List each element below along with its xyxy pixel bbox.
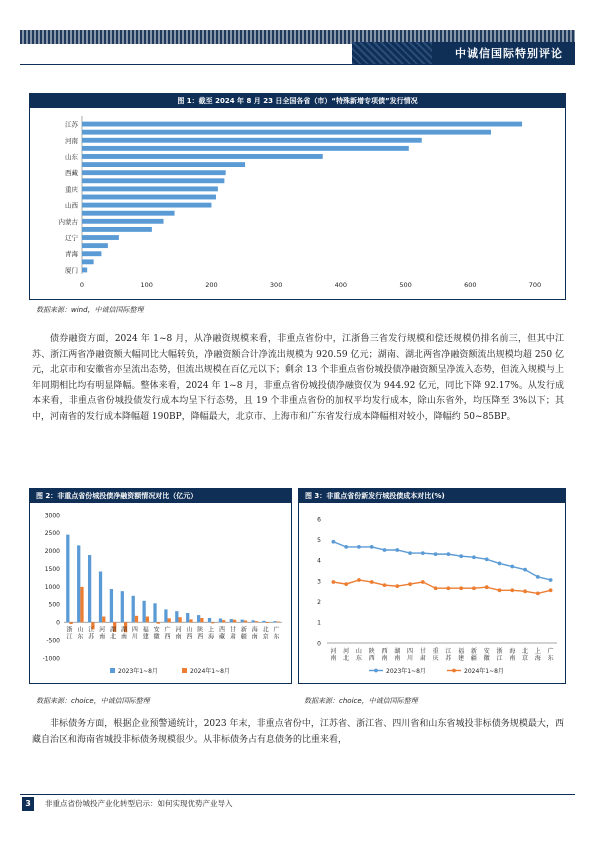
chart3-point-s0-3 (370, 545, 374, 549)
chart2-x-tick-label-top: 河 (175, 626, 182, 634)
chart3-point-s0-14 (510, 565, 514, 569)
chart3-point-s0-13 (498, 562, 502, 566)
chart2-x-tick-label-top: 湖 (110, 626, 117, 634)
chart2-bar-s1-0 (69, 622, 72, 624)
chart2-x-tick-label-top: 四 (131, 626, 138, 634)
chart2-y-tick-label: 1500 (44, 565, 60, 573)
chart3-y-tick-label: 0 (317, 640, 321, 648)
page-number: 3 (22, 797, 34, 811)
chart3-legend-label-0: 2023年1~8月 (386, 668, 426, 675)
chart2-x-tick-label-bottom: 苏 (88, 633, 95, 641)
chart3-x-tick-label-bottom: 海 (534, 655, 541, 662)
chart2-bar-s1-16 (244, 620, 247, 622)
figure1-source: 数据来源：wind，中诚信国际整理 (36, 306, 144, 314)
chart3-point-s1-3 (370, 580, 374, 584)
header-brand-tab (352, 42, 575, 64)
chart1-x-tick-label: 0 (79, 281, 85, 289)
chart3-x-tick-label-bottom: 东 (355, 655, 362, 662)
chart2-x-tick-label-top: 湖 (120, 626, 127, 634)
chart2-bar-s0-9 (164, 609, 167, 622)
chart2-x-tick-label-bottom: 京 (262, 633, 269, 641)
chart2-bar-s1-19 (277, 622, 280, 623)
chart2-x-tick-label-bottom: 建 (142, 633, 149, 641)
chart2-legend-label-0: 2023年1~8月 (118, 668, 158, 675)
chart3-point-s1-12 (485, 585, 489, 589)
chart2-bar-s0-19 (273, 621, 276, 622)
figure1-box (29, 93, 566, 300)
chart3-x-tick-label-bottom: 北 (343, 655, 350, 662)
chart2-bar-s0-15 (230, 619, 233, 622)
chart2-x-tick-label-top: 安 (153, 626, 160, 634)
chart1-x-tick-label: 500 (399, 281, 412, 289)
header-pattern (352, 42, 432, 64)
header-rule (20, 64, 575, 65)
chart2-bar-s0-14 (219, 618, 222, 622)
chart1-bar-9 (82, 195, 216, 200)
chart2-y-tick-label: 3000 (44, 512, 60, 520)
chart3-x-tick-label-bottom: 东 (547, 655, 554, 662)
chart3-x-tick-label-bottom: 肃 (419, 655, 426, 662)
chart2-x-tick-label-bottom: 南 (120, 633, 127, 641)
chart3-x-tick-label-bottom: 庆 (432, 655, 439, 662)
chart2-bar-s1-9 (168, 618, 171, 622)
chart3-x-tick-label-bottom: 南 (394, 655, 401, 662)
chart1-bar-18 (82, 268, 87, 273)
header-brand-title: 中诚信国际特别评论 (455, 47, 563, 60)
chart3-y-tick-label: 2 (317, 598, 321, 606)
chart3-point-s1-11 (472, 586, 476, 590)
chart1-bar-15 (82, 243, 108, 248)
chart3-x-tick-label-bottom: 南 (330, 655, 337, 662)
chart3-point-s1-7 (421, 580, 425, 584)
chart3-x-tick-label-top: 西 (381, 648, 388, 655)
chart1-bar-13 (82, 227, 152, 232)
chart2-bar-s1-7 (146, 617, 149, 623)
chart3-point-s0-16 (536, 575, 540, 579)
chart3-point-s0-9 (446, 552, 450, 556)
chart2-x-tick-label-bottom: 川 (131, 633, 138, 641)
chart2-bar-s0-4 (110, 589, 113, 622)
chart3-x-tick-label-top: 海 (509, 648, 516, 655)
footer-title: 非重点省份城投产业化转型启示：如何实现优势产业导入 (45, 799, 233, 808)
chart1-bar-4 (82, 154, 323, 159)
chart3-point-s0-8 (434, 552, 438, 556)
chart2-bar-s0-2 (88, 555, 91, 622)
chart2-x-tick-label-top: 西 (219, 626, 226, 634)
chart2-x-tick-label-bottom: 疆 (240, 633, 247, 641)
chart1-x-tick-label: 400 (334, 281, 348, 289)
chart2-legend-swatch-1 (182, 668, 187, 673)
chart3-point-s0-10 (459, 554, 463, 558)
chart3-x-tick-label-bottom: 江 (496, 655, 503, 662)
figure3-box (298, 488, 566, 684)
chart1-bar-7 (82, 178, 224, 183)
chart2-x-tick-label-top: 上 (208, 626, 215, 634)
chart3-legend-marker-0 (374, 669, 378, 673)
chart1-y-tick-label: 青海 (65, 250, 78, 259)
chart3-x-tick-label-top: 四 (407, 648, 414, 655)
figure1-chart (30, 108, 565, 298)
chart3-x-tick-label-top: 福 (458, 648, 465, 655)
chart3-x-tick-label-top: 浙 (496, 648, 503, 655)
chart2-bar-s0-12 (197, 615, 200, 622)
chart3-x-tick-label-bottom: 南 (509, 655, 516, 662)
chart1-y-tick-label: 厦门 (65, 266, 78, 275)
chart1-x-tick-label: 300 (269, 281, 283, 289)
chart1-bar-1 (82, 130, 491, 135)
chart2-x-tick-label-top: 福 (142, 626, 149, 634)
chart3-legend-label-1: 2024年1~8月 (464, 668, 504, 675)
chart2-bar-s1-8 (157, 622, 160, 623)
chart2-bar-s0-17 (251, 620, 254, 622)
chart2-bar-s0-10 (175, 611, 178, 622)
chart3-y-tick-label: 6 (317, 516, 321, 524)
chart2-bar-s0-7 (142, 601, 145, 622)
chart3-x-tick-label-top: 安 (483, 648, 490, 655)
chart3-point-s1-9 (446, 586, 450, 590)
chart3-point-s1-5 (395, 584, 399, 588)
figure1-title: 图 1：截至 2024 年 8 月 23 日全国各省（市）“特殊新增专项债”发行情况 (30, 94, 565, 108)
chart2-bar-s1-11 (189, 619, 192, 622)
chart2-x-tick-label-bottom: 海 (208, 633, 215, 641)
figure2-title: 图 2：非重点省份城投债净融资额情况对比（亿元） (30, 489, 291, 503)
chart2-legend-label-1: 2024年1~8月 (190, 668, 230, 675)
chart3-point-s1-2 (357, 578, 361, 582)
chart1-y-tick-label: 山西 (65, 201, 78, 210)
chart3-point-s0-6 (408, 551, 412, 555)
chart2-x-tick-label-top: 广 (273, 626, 280, 634)
chart2-x-tick-label-top: 浙 (66, 626, 73, 634)
chart3-point-s1-16 (536, 592, 540, 596)
chart3-point-s0-11 (472, 555, 476, 559)
figure3-source: 数据来源：choice，中诚信国际整理 (304, 697, 418, 705)
chart2-bar-s1-17 (255, 621, 258, 622)
chart2-bar-s0-16 (241, 620, 244, 623)
chart3-point-s1-1 (344, 582, 348, 586)
chart1-bar-11 (82, 211, 175, 216)
chart3-point-s0-15 (523, 568, 527, 572)
chart3-point-s0-1 (344, 545, 348, 549)
chart2-y-tick-label: 0 (56, 619, 60, 627)
chart3-x-tick-label-top: 北 (522, 648, 529, 655)
chart1-bar-6 (82, 170, 226, 175)
chart3-y-tick-label: 4 (317, 557, 321, 565)
chart3-legend-marker-1 (452, 669, 456, 673)
chart3-x-tick-label-top: 江 (445, 648, 452, 655)
paragraph-non-standard-debt: 非标债务方面，根据企业预警通统计，2023 年末，非重点省份中，江苏省、浙江省、四川省和山东省城投非标债务规模最大，西藏自治区和海南省城投非标债务规模很少。从非标债务占有息债务的比重来看， (32, 719, 564, 745)
chart3-x-tick-label-bottom: 西 (368, 655, 375, 662)
chart3-point-s1-13 (498, 588, 502, 592)
chart1-y-tick-label: 内蒙古 (58, 217, 78, 226)
chart2-bar-s1-1 (80, 587, 83, 622)
chart2-x-tick-label-top: 陕 (197, 626, 204, 634)
chart2-y-tick-label: -500 (46, 637, 60, 645)
chart2-bar-s1-13 (211, 622, 214, 623)
chart2-y-tick-label: 2500 (44, 530, 60, 538)
chart3-x-tick-label-top: 山 (355, 648, 362, 655)
chart2-bar-s1-3 (102, 617, 105, 623)
chart3-x-tick-label-top: 湖 (394, 648, 401, 655)
chart3-point-s0-0 (331, 540, 335, 544)
chart2-x-tick-label-bottom: 西 (197, 633, 204, 641)
chart2-bar-s0-18 (262, 621, 265, 622)
chart2-x-tick-label-bottom: 东 (273, 633, 280, 641)
chart2-bar-s0-0 (66, 535, 69, 623)
chart3-series-line-0 (333, 542, 550, 580)
chart1-y-tick-label: 河南 (65, 136, 78, 145)
chart2-x-tick-label-top: 新 (240, 626, 247, 634)
chart3-y-tick-label: 3 (317, 578, 321, 586)
chart2-bar-s0-3 (99, 571, 102, 622)
chart1-y-tick-label: 辽宁 (65, 234, 78, 243)
chart3-point-s0-4 (383, 548, 387, 552)
chart3-y-tick-label: 1 (317, 619, 321, 627)
footer-rule (20, 794, 575, 795)
chart3-x-tick-label-bottom: 疆 (470, 655, 477, 662)
chart1-y-tick-label: 西藏 (65, 169, 78, 178)
chart1-x-tick-label: 200 (205, 281, 218, 289)
chart2-x-tick-label-bottom: 藏 (219, 633, 226, 641)
chart1-y-tick-label: 重庆 (65, 185, 78, 194)
chart1-x-tick-label: 600 (464, 281, 477, 289)
chart2-y-tick-label: -1000 (42, 655, 60, 663)
chart3-point-s1-17 (549, 588, 553, 592)
figure3-chart (299, 503, 565, 683)
chart2-x-tick-label-bottom: 南 (251, 633, 258, 641)
chart2-bar-s1-18 (266, 622, 269, 623)
chart2-x-tick-label-bottom: 西 (164, 633, 171, 641)
chart2-legend-swatch-0 (110, 668, 115, 673)
chart3-point-s1-10 (459, 586, 463, 590)
chart3-point-s1-14 (510, 588, 514, 592)
chart3-x-tick-label-bottom: 南 (381, 655, 388, 662)
chart1-bar-16 (82, 251, 101, 256)
chart3-x-tick-label-top: 广 (547, 648, 554, 655)
chart3-point-s1-8 (434, 586, 438, 590)
chart1-x-tick-label: 700 (528, 281, 542, 289)
chart3-x-tick-label-top: 上 (534, 648, 541, 655)
chart3-x-tick-label-top: 新 (470, 648, 477, 655)
figure2-box (29, 488, 292, 684)
chart2-x-tick-label-top: 山 (77, 626, 84, 634)
chart1-bar-5 (82, 162, 245, 167)
chart3-x-tick-label-top: 重 (432, 648, 439, 655)
chart3-x-tick-label-top: 河 (330, 648, 337, 655)
chart2-x-tick-label-bottom: 江 (66, 633, 73, 641)
chart3-point-s1-6 (408, 582, 412, 586)
chart1-bar-14 (82, 235, 119, 240)
chart1-x-tick-label: 100 (140, 281, 153, 289)
chart3-x-tick-label-top: 河 (343, 648, 350, 655)
chart1-bar-8 (82, 186, 218, 191)
chart2-bar-s1-10 (178, 617, 181, 622)
chart3-x-tick-label-top: 陕 (368, 648, 375, 655)
chart3-y-tick-label: 5 (317, 536, 321, 544)
chart3-point-s0-5 (395, 548, 399, 552)
chart2-x-tick-label-bottom: 西 (186, 633, 193, 641)
chart2-x-tick-label-top: 广 (164, 626, 171, 634)
chart2-x-tick-label-bottom: 北 (110, 633, 117, 641)
chart2-x-tick-label-bottom: 南 (99, 633, 106, 641)
chart2-bar-s1-6 (135, 616, 138, 622)
chart1-bar-10 (82, 203, 211, 208)
chart3-series-line-1 (333, 580, 550, 593)
chart2-x-tick-label-bottom: 徽 (153, 633, 160, 641)
chart2-bar-s0-13 (208, 618, 211, 622)
chart1-bar-3 (82, 146, 409, 151)
chart2-x-tick-label-top: 山 (186, 626, 193, 634)
chart2-x-tick-label-bottom: 东 (77, 633, 84, 641)
paragraph-bond-financing: 债券融资方面，2024 年 1~8 月，从净融资规模来看，非重点省份中，江浙鲁三省发行规模和偿还规模仍排名前三，但其中江苏、浙江两省净融资额大幅同比大幅转负，净融资额合计净流出规模为 920.59 亿元；湖南、湖北两省净融资额流出规模均超 250 亿元，北京市和安徽省亦呈流出态势，但流出规模在百亿元以下；剩余 13 个非重点省份城投债净融资额呈净流入态势，但流入规模与上年同期相比均有明显降幅。整体来看，2024 年 1~8 月，非重点省份城投债净融资仅为 944.92 亿元，同比下降 92.17%。从发行成本来看，非重点省份城投债发行成本均呈下行态势，且 19 个非重点省份的加权平均发行成本，除山东省外，均压降至 3%以下；其中，河南省的发行成本降幅超 190BP，降幅最大，北京市、上海市和广东省发行成本降幅相对较小，降幅约 50~85BP。 (32, 334, 564, 422)
chart3-x-tick-label-bottom: 京 (522, 655, 529, 662)
chart2-x-tick-label-top: 江 (88, 626, 95, 634)
chart2-x-tick-label-top: 海 (251, 626, 258, 634)
figure3-title: 图 3：非重点省份新发行城投债成本对比(%) (299, 489, 565, 503)
chart1-bar-0 (82, 122, 522, 127)
chart3-x-tick-label-bottom: 徽 (483, 655, 490, 662)
chart2-x-tick-label-top: 甘 (229, 626, 236, 634)
chart2-bar-s0-6 (132, 596, 135, 622)
chart2-bar-s0-8 (153, 603, 156, 622)
chart3-point-s0-7 (421, 551, 425, 555)
chart3-point-s0-2 (357, 545, 361, 549)
chart3-point-s1-4 (383, 583, 387, 587)
figure2-source: 数据来源：choice，中诚信国际整理 (36, 697, 150, 705)
chart1-y-tick-label: 山东 (65, 152, 78, 161)
chart3-x-tick-label-bottom: 苏 (445, 655, 452, 662)
chart3-x-tick-label-bottom: 建 (458, 655, 465, 662)
chart2-bar-s1-14 (222, 620, 225, 622)
chart2-bar-s1-12 (200, 618, 203, 622)
chart1-bar-2 (82, 138, 422, 143)
chart2-bar-s0-5 (121, 591, 124, 622)
chart2-y-tick-label: 1000 (44, 583, 60, 591)
chart1-bar-17 (82, 259, 94, 264)
chart2-x-tick-label-top: 北 (262, 626, 269, 634)
chart1-y-tick-label: 江苏 (65, 120, 78, 129)
chart2-x-tick-label-bottom: 南 (175, 633, 182, 641)
chart2-y-tick-label: 500 (48, 601, 60, 609)
chart2-bar-s0-1 (77, 545, 80, 622)
chart3-point-s1-15 (523, 589, 527, 593)
chart3-x-tick-label-top: 甘 (419, 648, 426, 655)
chart2-x-tick-label-bottom: 肃 (229, 633, 236, 641)
chart3-point-s0-17 (549, 578, 553, 582)
figure2-chart (30, 503, 291, 683)
chart2-bar-s1-15 (233, 620, 236, 623)
chart3-point-s1-0 (331, 580, 335, 584)
chart3-x-tick-label-bottom: 川 (407, 655, 414, 662)
chart2-y-tick-label: 2000 (44, 548, 60, 556)
chart2-bar-s0-11 (186, 613, 189, 622)
chart2-x-tick-label-top: 河 (99, 626, 106, 634)
chart3-point-s0-12 (485, 557, 489, 561)
chart1-bar-12 (82, 219, 164, 224)
